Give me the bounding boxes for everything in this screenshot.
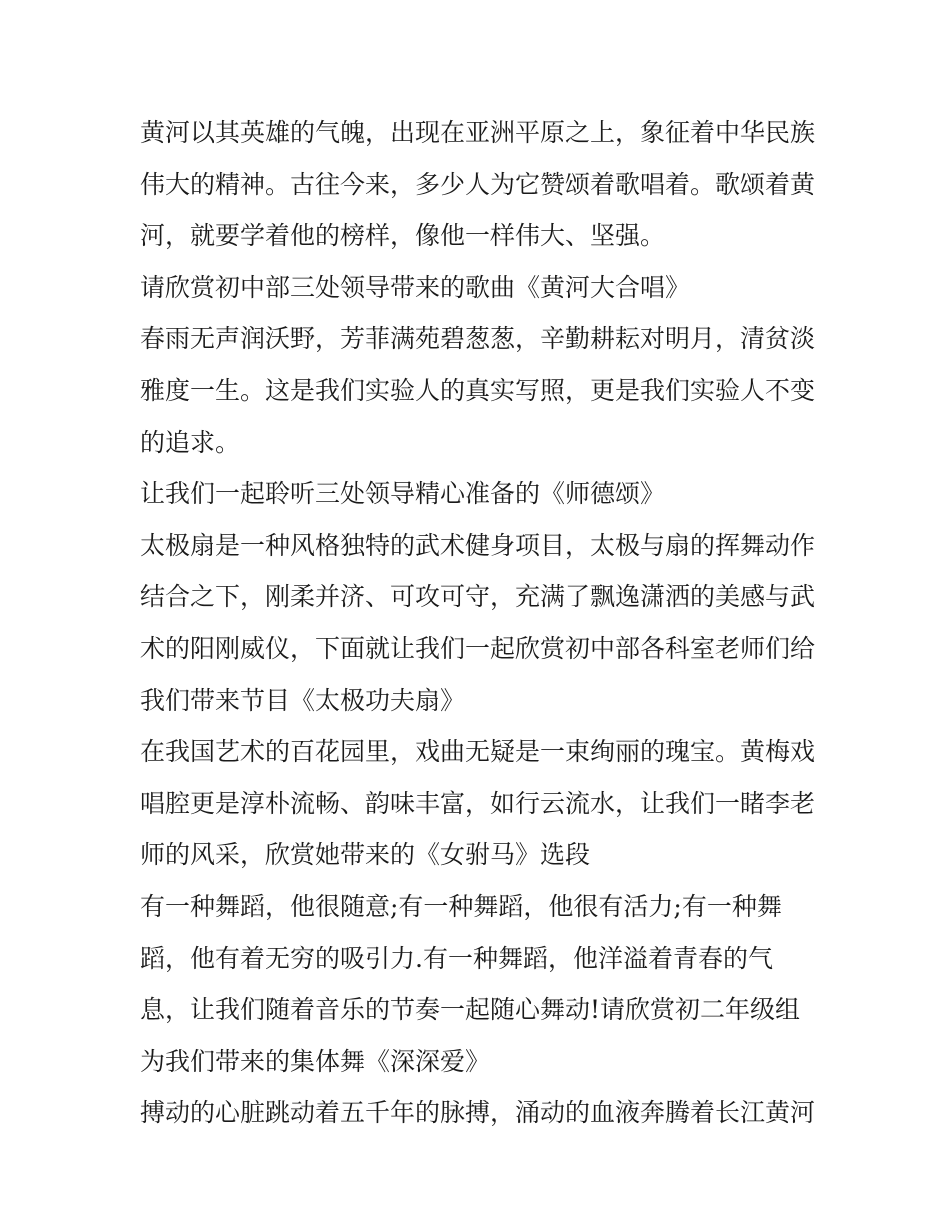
text-line: 伟大的精神。古往今来，多少人为它赞颂着歌唱着。歌颂着黄 xyxy=(140,169,816,199)
text-line: 为我们带来的集体舞《深深爱》 xyxy=(140,1046,491,1076)
text-line: 让我们一起聆听三处领导精心准备的《师德颂》 xyxy=(140,479,666,509)
text-line: 搏动的心脏跳动着五千年的脉搏，涌动的血液奔腾着长江黄河 xyxy=(140,1098,816,1128)
text-line: 蹈，他有着无穷的吸引力.有一种舞蹈，他洋溢着青春的气 xyxy=(140,943,773,973)
document-body xyxy=(140,107,820,1139)
text-line: 我们带来节目《太极功夫扇》 xyxy=(140,685,466,715)
text-line: 有一种舞蹈，他很随意;有一种舞蹈，他很有活力;有一种舞 xyxy=(140,891,782,921)
text-line: 河，就要学着他的榜样，像他一样伟大、坚强。 xyxy=(140,221,666,251)
text-line: 结合之下，刚柔并济、可攻可守，充满了飘逸潇洒的美感与武 xyxy=(140,582,816,612)
text-line: 黄河以其英雄的气魄，出现在亚洲平原之上，象征着中华民族 xyxy=(140,118,816,147)
text-line: 在我国艺术的百花园里，戏曲无疑是一束绚丽的瑰宝。黄梅戏 xyxy=(140,737,816,767)
text-line: 唱腔更是淳朴流畅、韵味丰富，如行云流水，让我们一睹李老 xyxy=(140,788,816,818)
text-line: 春雨无声润沃野，芳菲满苑碧葱葱，辛勤耕耘对明月，清贫淡 xyxy=(140,324,816,354)
text-line: 师的风采，欣赏她带来的《女驸马》选段 xyxy=(140,840,591,870)
text-line: 请欣赏初中部三处领导带来的歌曲《黄河大合唱》 xyxy=(140,272,691,302)
text-line: 术的阳刚威仪，下面就让我们一起欣赏初中部各科室老师们给 xyxy=(140,633,816,663)
text-line: 息，让我们随着音乐的节奏一起随心舞动!请欣赏初二年级组 xyxy=(140,995,801,1025)
text-line: 太极扇是一种风格独特的武术健身项目，太极与扇的挥舞动作 xyxy=(140,530,816,560)
text-line: 雅度一生。这是我们实验人的真实写照，更是我们实验人不变 xyxy=(140,375,816,405)
text-line: 的追求。 xyxy=(140,427,241,457)
